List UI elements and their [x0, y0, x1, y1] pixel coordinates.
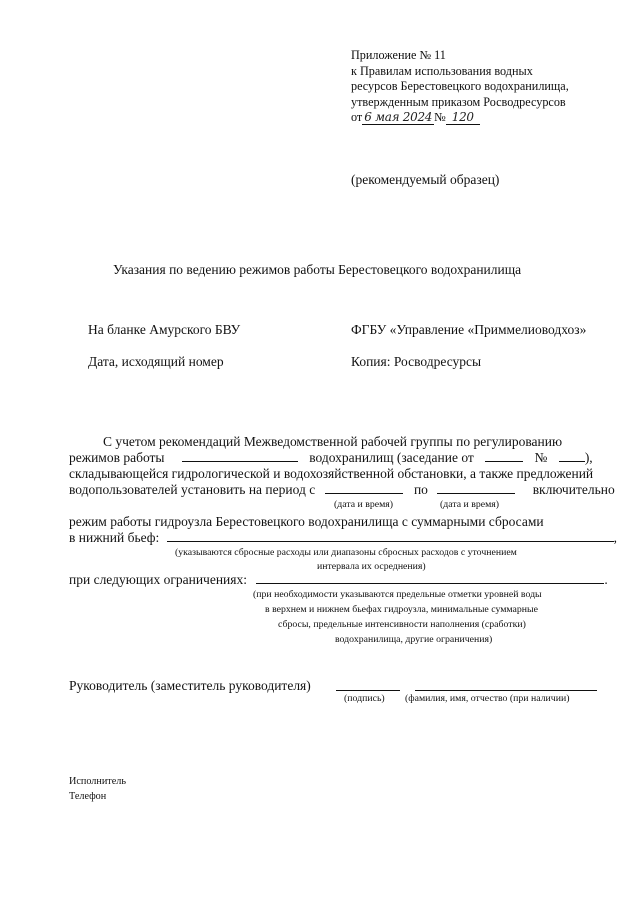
name-blank	[415, 690, 597, 691]
reservoir-blank	[182, 450, 298, 462]
body-text: в нижний бьеф:	[69, 530, 160, 545]
body-text: по	[413, 482, 428, 497]
body-text: режимов работы	[69, 450, 165, 465]
body-text: .	[604, 572, 608, 587]
discharge-blank	[167, 530, 614, 542]
blank-left: На бланке Амурского БВУ	[88, 322, 241, 337]
body-line-5: режим работы гидроузла Берестовецкого водохранилища с суммарными сбросами	[69, 514, 544, 529]
hint-full-name: (фамилия, имя, отчество (при наличии)	[405, 693, 570, 704]
header-line-1: Приложение № 11	[351, 48, 446, 62]
sample-label: (рекомендуемый образец)	[351, 172, 500, 187]
limits-blank	[256, 572, 604, 584]
hint-limits-2: в верхнем и нижнем бьефах гидроузла, минимальные суммарные	[265, 604, 538, 615]
header-line-5	[351, 110, 480, 125]
hint-discharge-2: интервала их осреднения)	[317, 561, 426, 572]
hint-discharge-1: (указываются сбросные расходы или диапазоны сбросных расходов с уточнением	[175, 547, 517, 558]
header-number-sign: №	[434, 110, 446, 124]
signature-blank	[336, 690, 400, 691]
hint-date-end: (дата и время)	[440, 499, 500, 510]
date-left: Дата, исходящий номер	[88, 354, 224, 369]
body-line-1: С учетом рекомендаций Межведомственной рабочей группы по регулированию	[103, 434, 563, 449]
signatory-label: Руководитель (заместитель руководителя)	[69, 678, 311, 693]
hint-limits-3: сбросы, предельные интенсивности наполнения (сработки)	[278, 619, 526, 630]
hint-limits-4: водохранилища, другие ограничения)	[335, 634, 493, 645]
body-line-2	[69, 450, 610, 466]
header-line-4: утвержденным приказом Росводресурсов	[351, 95, 566, 109]
body-line-6	[69, 530, 617, 546]
hint-limits-1: (при необходимости указываются предельные отметки уровней воды	[253, 589, 542, 600]
body-line-3: складывающейся гидрологической и водохозяйственной обстановки, а также предложений	[69, 466, 594, 481]
executor-label: Исполнитель	[69, 776, 126, 787]
header-line-3: ресурсов Берестовецкого водохранилища,	[351, 79, 569, 93]
document-title: Указания по ведению режимов работы Берестовецкого водохранилища	[113, 262, 522, 277]
body-text: №	[534, 450, 548, 465]
body-text: при следующих ограничениях:	[69, 572, 247, 587]
meeting-number-blank	[559, 450, 585, 462]
body-text: ),	[584, 450, 593, 465]
body-text: включительно	[532, 482, 615, 497]
period-end-blank	[437, 482, 515, 494]
body-text: ,	[613, 530, 618, 545]
body-text: водохранилищ (заседание от	[309, 450, 474, 465]
phone-label: Телефон	[69, 791, 107, 802]
body-text: водопользователей установить на период с	[69, 482, 316, 497]
copy-right: Копия: Росводресурсы	[351, 354, 482, 369]
body-line-4	[69, 482, 615, 498]
header-line-2: к Правилам использования водных	[351, 64, 533, 78]
blank-right: ФГБУ «Управление «Приммелиоводхоз»	[351, 322, 587, 337]
body-line-7	[69, 572, 608, 588]
hint-signature: (подпись)	[344, 693, 385, 704]
hint-date-start: (дата и время)	[334, 499, 394, 510]
period-start-blank	[325, 482, 403, 494]
handwritten-number: 120	[446, 110, 480, 125]
meeting-date-blank	[485, 450, 523, 462]
header-from-label: от	[351, 110, 363, 124]
handwritten-date: 6 мая 2024	[364, 110, 433, 124]
